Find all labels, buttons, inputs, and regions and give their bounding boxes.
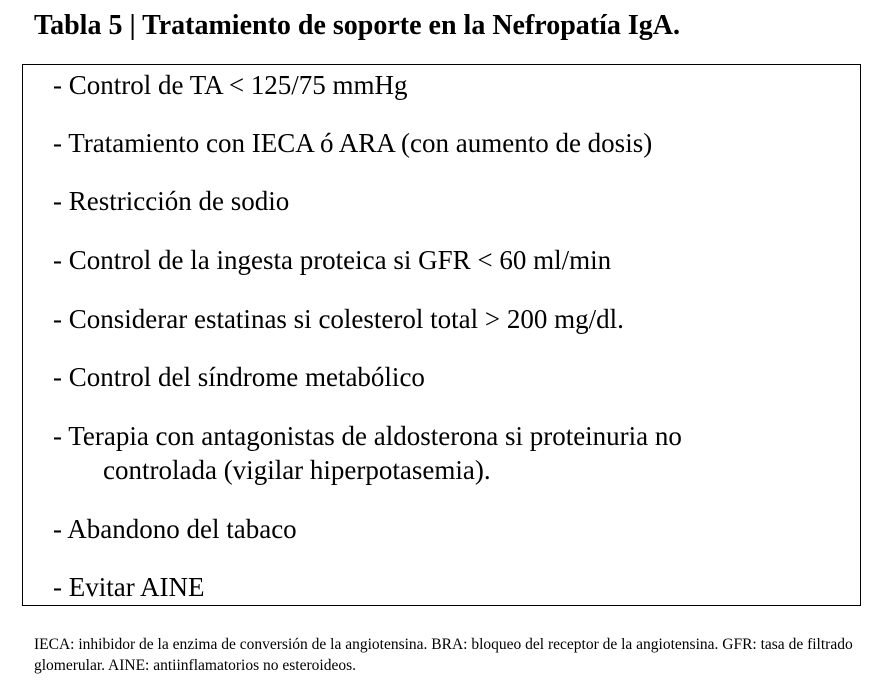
list-item-ta-control — [53, 68, 408, 102]
list-item-statins — [53, 302, 624, 336]
list-item-ieca-ara — [53, 126, 652, 160]
list-item-metabolic-syndrome — [53, 360, 425, 394]
list-item-text: - Tratamiento con IECA ó ARA (con aumento de dosis) — [53, 128, 653, 158]
list-item-text: - Restricción de sodio — [53, 186, 290, 216]
list-item-aldosterone-antagonists — [53, 419, 682, 487]
list-item-quit-smoking — [53, 512, 297, 546]
treatment-list-box — [22, 64, 861, 606]
list-item-text: - Considerar estatinas si colesterol total > 200 mg/dl. — [53, 304, 624, 334]
table-footnote: IECA: inhibidor de la enzima de conversión de la angiotensina. BRA: bloqueo del receptor de la angiotensina. GFR: tasa de filtrado glomerular. AINE: antiinflamatorios no esteroideos. — [34, 636, 853, 674]
list-item-protein-intake — [53, 243, 611, 277]
list-item-text: - Terapia con antagonistas de aldosterona si proteinuria no — [53, 421, 682, 451]
list-item-continuation: controlada (vigilar hiperpotasemia). — [103, 455, 491, 485]
list-item-sodium-restriction — [53, 184, 289, 218]
list-item-text: - Control de TA < 125/75 mmHg — [53, 70, 408, 100]
list-item-text: - Abandono del tabaco — [53, 514, 297, 544]
list-item-avoid-nsaids — [53, 570, 204, 604]
list-item-text: - Control del síndrome metabólico — [53, 362, 425, 392]
table-title: Tabla 5 | Tratamiento de soporte en la Nefropatía IgA. — [34, 10, 681, 41]
list-item-text: - Evitar AINE — [53, 572, 205, 602]
list-item-text: - Control de la ingesta proteica si GFR < 60 ml/min — [53, 245, 612, 275]
